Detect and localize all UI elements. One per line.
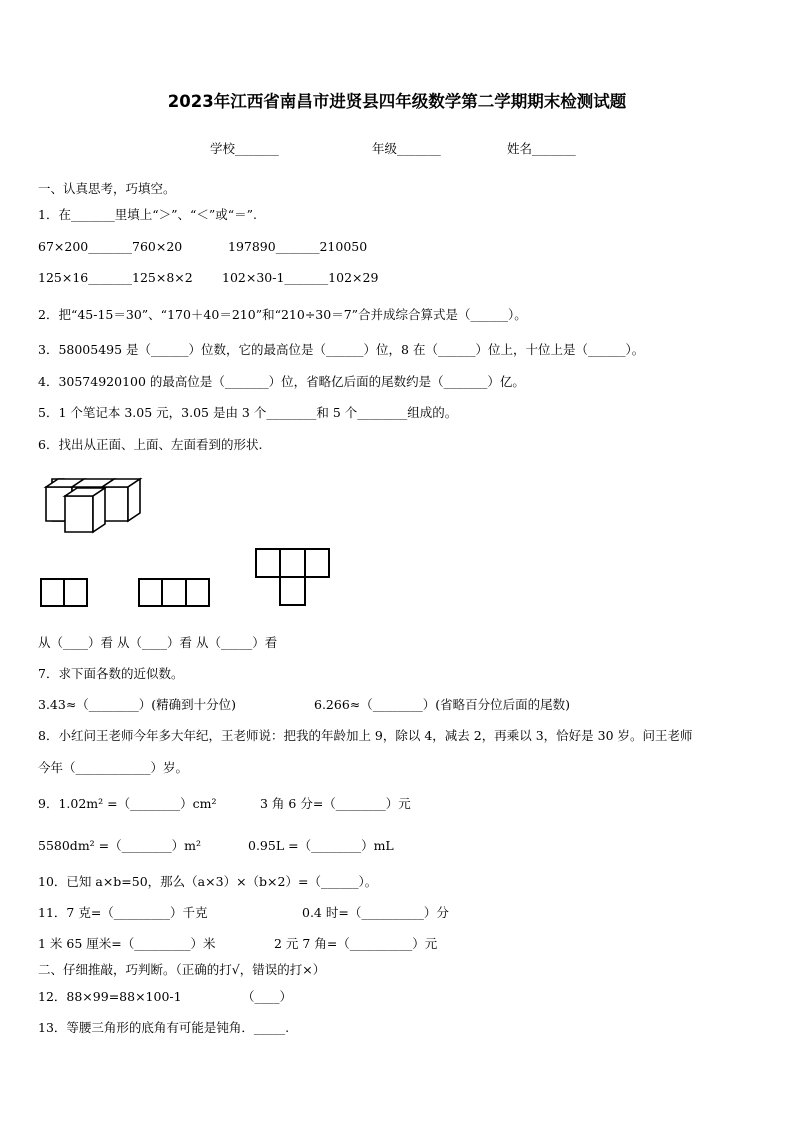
question-1b: 197890_______210050: [228, 239, 368, 254]
question-5: 5．1 个笔记本 3.05 元，3.05 是由 3 个________和 5 个________组成的。: [38, 405, 458, 420]
school-field: 学校_______: [210, 141, 279, 156]
question-10: 10．已知 a×b=50，那么（a×3）×（b×2）=（______）。: [38, 874, 378, 889]
question-1c: 125×16_______125×8×2: [38, 270, 193, 285]
name-field: 姓名_______: [507, 141, 576, 156]
cube-side-right: [128, 479, 140, 521]
cube-side-lower: [93, 488, 105, 532]
section-1-heading: 一、认真思考，巧填空。: [38, 181, 176, 196]
section-2-heading: 二、仔细推敲，巧判断。（正确的打√，错误的打×）: [38, 962, 326, 977]
question-1: 1．在_______里填上“＞”、“＜”或“＝”.: [38, 207, 258, 222]
grade-field: 年级_______: [372, 141, 441, 156]
view-shape-c: [256, 549, 329, 577]
question-2: 2．把“45-15＝30”、“170＋40＝210”和“210÷30＝7”合并成综合算式是（______）。: [38, 307, 527, 322]
question-1a: 67×200_______760×20: [38, 239, 183, 254]
question-1d: 102×30-1_______102×29: [222, 270, 379, 285]
question-6-views: 从（____）看 从（____）看 从（_____）看: [38, 635, 278, 650]
question-11d: 2 元 7 角=（__________）元: [274, 936, 438, 951]
question-9a: 9．1.02m² =（________）cm²: [38, 796, 217, 811]
page-title: 2023年江西省南昌市进贤县四年级数学第二学期期末检测试题: [167, 92, 627, 111]
question-13: 13．等腰三角形的底角有可能是钝角．_____.: [38, 1020, 290, 1035]
question-8-line1: 8．小红问王老师今年多大年纪，王老师说：把我的年龄加上 9，除以 4，减去 2，再乘以 3，恰好是 30 岁。问王老师: [38, 728, 693, 743]
question-7a: 3.43≈（________）(精确到十分位): [38, 697, 237, 712]
question-9d: 0.95L =（________）mL: [248, 838, 394, 853]
view-shapes: [41, 549, 329, 606]
question-8-line2: 今年（____________）岁。: [38, 760, 189, 775]
question-9c: 5580dm² =（________）m²: [38, 838, 201, 853]
question-9b: 3 角 6 分=（________）元: [260, 796, 411, 811]
question-12-answer: （____）: [242, 989, 293, 1004]
question-6: 6．找出从正面、上面、左面看到的形状.: [38, 437, 263, 452]
question-12: 12．88×99=88×100-1: [38, 989, 182, 1004]
question-7b: 6.266≈（________）(省略百分位后面的尾数): [314, 697, 571, 712]
question-11a: 11．7 克=（_________）千克: [38, 905, 208, 920]
question-11b: 0.4 时=（__________）分: [302, 905, 449, 920]
cube-front-right: [102, 487, 128, 521]
question-11c: 1 米 65 厘米=（_________）米: [38, 936, 216, 951]
question-7: 7．求下面各数的近似数。: [38, 666, 184, 681]
cube-front-lower: [65, 496, 93, 532]
question-3: 3．58005495 是（______）位数，它的最高位是（______）位，8 在（______）位上，十位上是（______）。: [38, 342, 645, 357]
view-shape-b: [139, 579, 209, 606]
question-4: 4．30574920100 的最高位是（_______）位，省略亿后面的尾数约是（_______）亿。: [38, 374, 525, 389]
cube-stack-figure: [46, 479, 140, 532]
